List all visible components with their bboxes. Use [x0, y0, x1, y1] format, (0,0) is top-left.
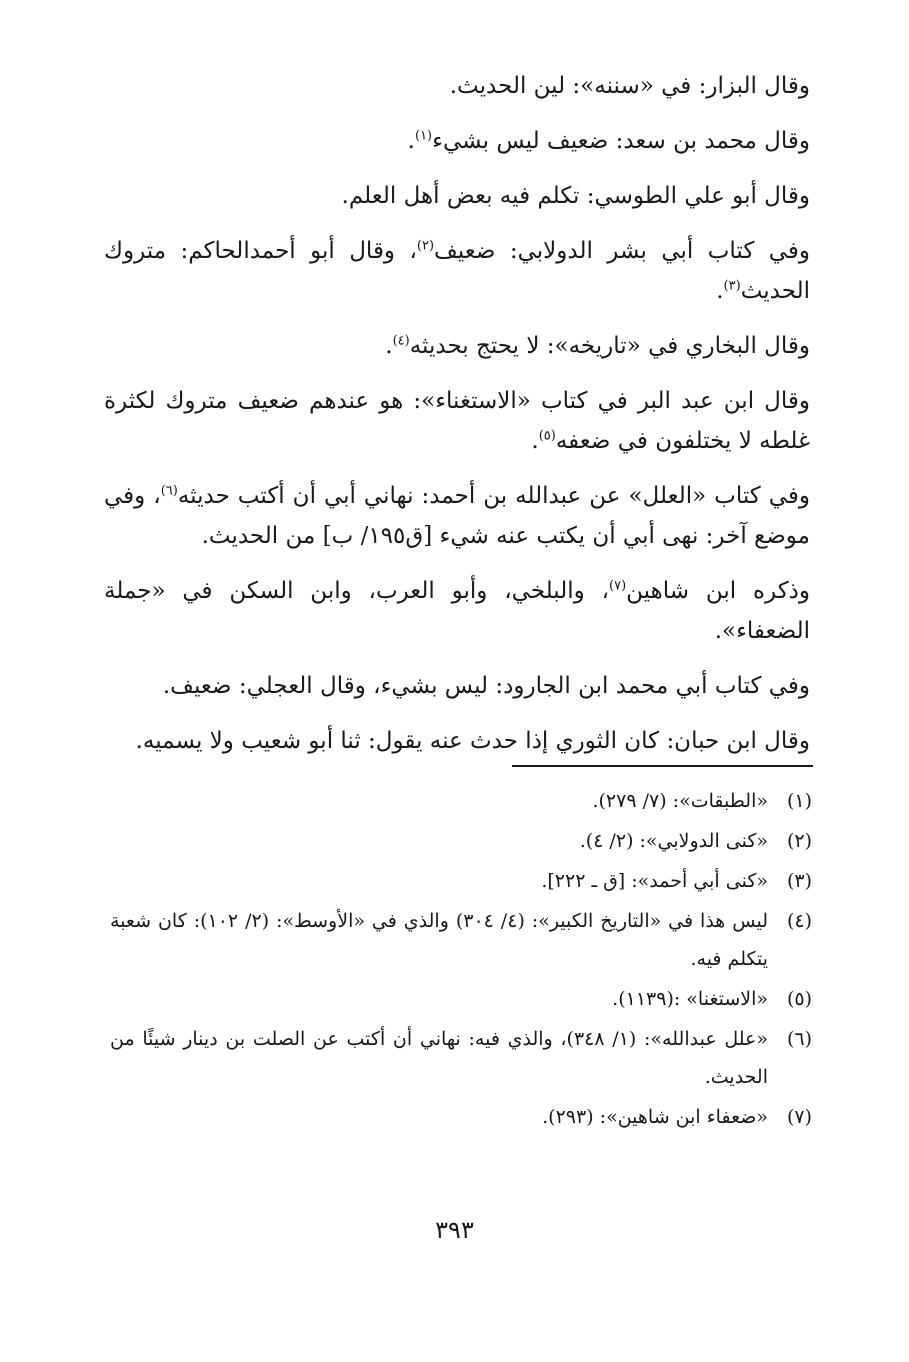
footnote-text: «الاستغنا» :(١١٣٩).	[612, 988, 768, 1010]
main-text	[104, 66, 810, 776]
footnote	[110, 822, 812, 860]
page-number: ٣٩٣	[435, 1216, 474, 1244]
footnote	[110, 782, 812, 820]
paragraph-7: وفي كتاب «العلل» عن عبدالله بن أحمد: نهاني أبي أن أكتب حديثه$^{(٦)}$، وفي موضع آخر: نهى أبي أن يكتب عنه شيء [ق١٩٥/ ب] من الحديث.	[104, 483, 810, 549]
footnote-text: «كنى الدولابي»: (٢/ ٤).	[579, 830, 768, 852]
footnote-text: «ضعفاء ابن شاهين»: (٢٩٣).	[542, 1106, 768, 1128]
footnote-ref[interactable]: (٢)	[416, 238, 435, 254]
paragraph-8: وذكره ابن شاهين$^{(٧)}$، والبلخي، وأبو العرب، وابن السكن في «جملة الضعفاء».	[104, 578, 810, 644]
footnote-number: (٥)	[786, 988, 812, 1010]
footnote-text: «الطبقات»: (٧/ ٢٧٩).	[592, 790, 768, 812]
paragraph-10: وقال ابن حبان: كان الثوري إذا حدث عنه يقول: ثنا أبو شعيب ولا يسميه.	[135, 728, 810, 754]
footnote	[110, 862, 812, 900]
paragraph-9: وفي كتاب أبي محمد ابن الجارود: ليس بشيء، وقال العجلي: ضعيف.	[162, 673, 810, 699]
paragraph-4: وفي كتاب أبي بشر الدولابي: ضعيف$^{(٢)}$، وقال أبو أحمدالحاكم: متروك الحديث$^{(٣)}$.	[104, 238, 810, 304]
footnote-divider	[512, 765, 813, 767]
footnote-ref[interactable]: (٧)	[609, 578, 627, 594]
footnote-text: «علل عبدالله»: (١/ ٣٤٨)، والذي فيه: نهاني أن أكتب عن الصلت بن دينار شيئًا من الحديث.	[110, 1028, 768, 1088]
footnote-ref[interactable]: (١)	[414, 128, 433, 144]
paragraph-1: وقال البزار: في «سننه»: لين الحديث.	[449, 73, 810, 99]
footnote-text: ليس هذا في «التاريخ الكبير»: (٤/ ٣٠٤) والذي في «الأوسط»: (٢/ ١٠٢): كان شعبة يتكلم فيه.	[110, 910, 769, 970]
footnote-number: (١)	[786, 790, 812, 812]
footnote	[110, 1020, 812, 1096]
footnote	[110, 980, 812, 1018]
footnotes	[110, 782, 812, 1138]
footnote-text: «كنى أبي أحمد»: [ق ـ ٢٢٢].	[541, 870, 768, 892]
footnote-ref[interactable]: (٦)	[160, 483, 178, 499]
footnote	[110, 1098, 812, 1136]
footnote-number: (٧)	[786, 1106, 812, 1128]
paragraph-5: وقال البخاري في «تاريخه»: لا يحتج بحديثه$^{(٤)}$.	[385, 333, 810, 359]
footnote-number: (٤)	[786, 910, 812, 932]
footnote-ref[interactable]: (٤)	[392, 333, 410, 349]
paragraph-2: وقال محمد بن سعد: ضعيف ليس بشيء$^{(١)}$.	[407, 128, 810, 154]
footnote-number: (٣)	[786, 870, 812, 892]
footnote-ref[interactable]: (٥)	[538, 428, 556, 444]
footnote-number: (٢)	[786, 830, 812, 852]
paragraph-6: وقال ابن عبد البر في كتاب «الاستغناء»: هو عندهم ضعيف متروك لكثرة غلطه لا يختلفون في ضعفه$^{(٥)}$.	[104, 388, 810, 454]
paragraph-3: وقال أبو علي الطوسي: تكلم فيه بعض أهل العلم.	[341, 183, 810, 209]
footnote-number: (٦)	[786, 1028, 812, 1050]
footnote	[110, 902, 812, 978]
footnote-ref[interactable]: (٣)	[723, 278, 741, 294]
